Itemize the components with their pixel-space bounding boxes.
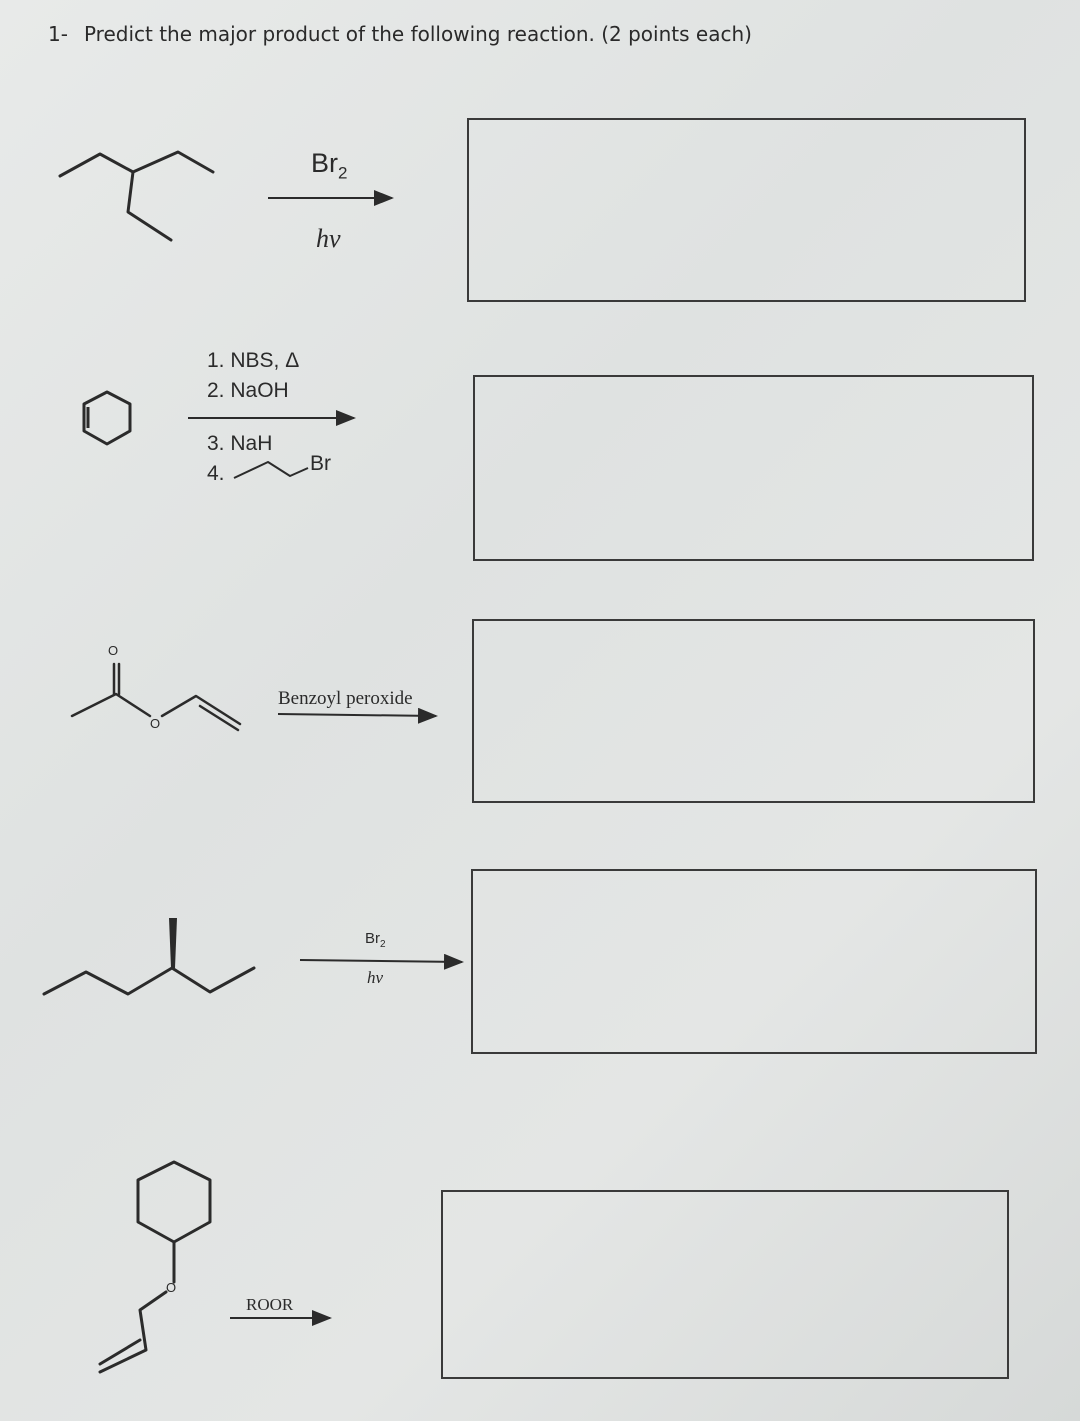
br-subscript: 2 — [380, 939, 386, 950]
reaction-5-oxygen-ether: O — [166, 1280, 177, 1295]
reaction-4-reagent-hv: hv — [367, 968, 384, 987]
reaction-5-reagent: ROOR — [246, 1295, 294, 1314]
reaction-arrow-4 — [300, 960, 462, 962]
molecule-2-cyclohexene — [84, 392, 130, 444]
reaction-2-step-2: 2. NaOH — [207, 379, 289, 402]
reaction-arrow-3 — [278, 714, 436, 716]
reaction-1-reagent-hv: hv — [316, 224, 341, 253]
reaction-3-reagent: Benzoyl peroxide — [278, 688, 413, 709]
molecule-1-branched-alkane — [60, 152, 213, 240]
reaction-4-reagent-br2 — [365, 930, 386, 950]
wedge-bond — [169, 918, 177, 968]
reaction-2-step-3: 3. NaH — [207, 432, 273, 455]
reaction-2-step-4-bromide: Br — [310, 452, 331, 475]
reaction-3-oxygen-carbonyl: O — [108, 643, 119, 658]
question-text: Predict the major product of the following reaction. (2 points each) — [83, 22, 752, 46]
reaction-2-step-4: 4. — [207, 462, 225, 485]
step4-alkyl-chain — [234, 462, 308, 478]
question-number: 1- — [48, 22, 68, 46]
reaction-2-step-1: 1. NBS, Δ — [207, 349, 300, 372]
reaction-1-reagent-br2 — [311, 148, 347, 183]
br-symbol: Br — [365, 930, 380, 947]
molecule-4-chiral-alkane — [44, 968, 254, 994]
br-symbol: Br — [311, 148, 338, 178]
reaction-3-oxygen-ether: O — [150, 716, 161, 731]
molecule-5-allyl-cyclohexyl-ether — [100, 1162, 210, 1372]
br-subscript: 2 — [338, 163, 348, 183]
